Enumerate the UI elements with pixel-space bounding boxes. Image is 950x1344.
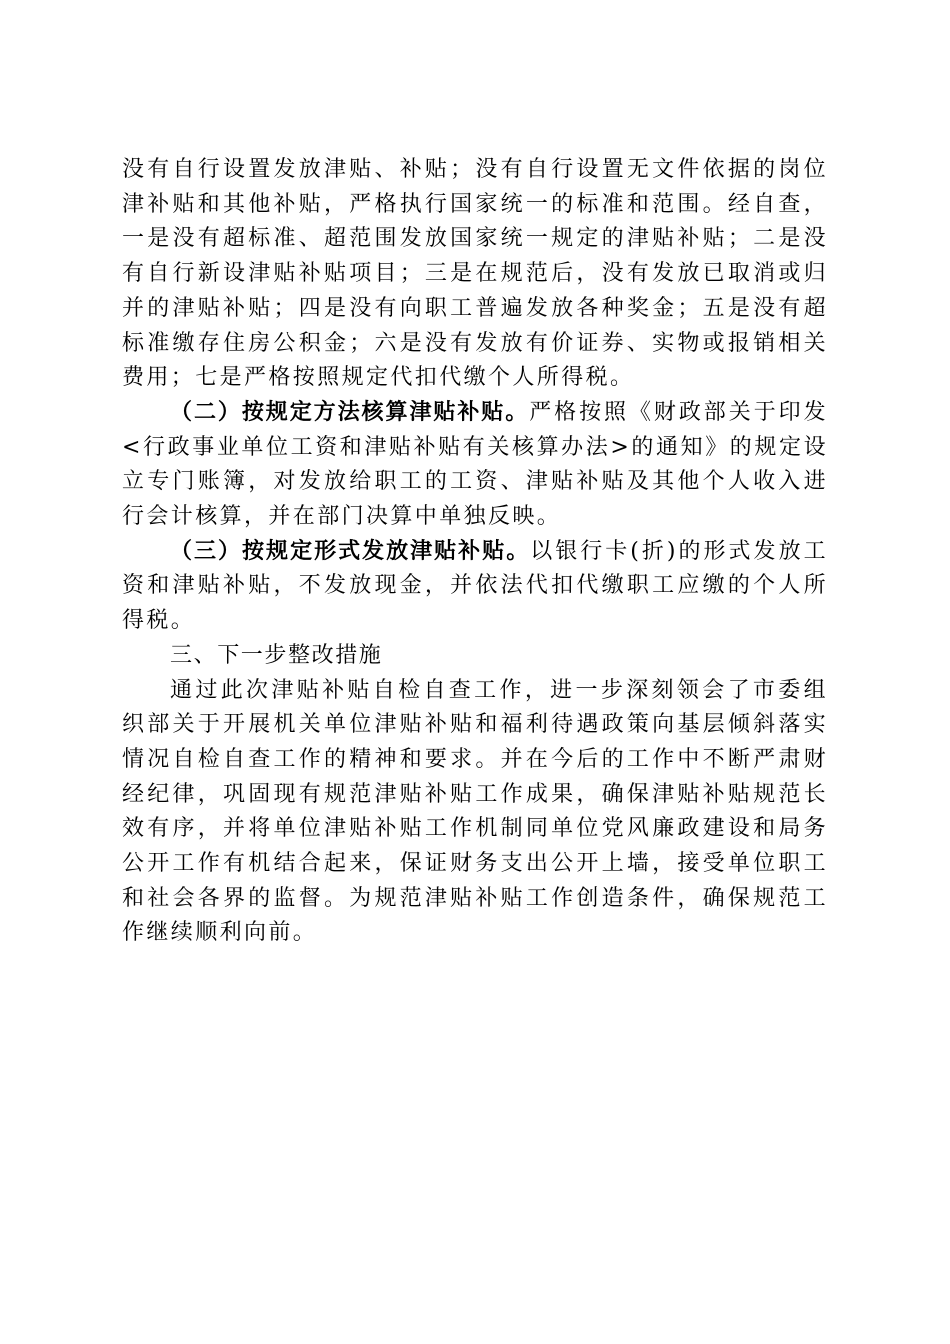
paragraph-body-text: 严格按照《财政部关于印发<行政事业单位工资和津贴补贴有关核算办法>的通知》的规定设立专门账簿，对发放给职工的工资、津贴补贴及其他个人收入进行会计核算，并在部门决算中单独反映。: [122, 399, 828, 530]
document-page: [122, 153, 828, 951]
paragraph-payment-form: [122, 535, 828, 639]
paragraph-lead-heading: （三）按规定形式发放津贴补贴。: [170, 538, 531, 564]
paragraph-accounting-method: [122, 396, 828, 535]
section-heading: 三、下一步整改措施: [170, 642, 383, 668]
paragraph-next-steps: 通过此次津贴补贴自检自查工作，进一步深刻领会了市委组织部关于开展机关单位津贴补贴和福利待遇政策向基层倾斜落实情况自检自查工作的精神和要求。并在今后的工作中不断严肃财经纪律，巩固现有规范津贴补贴工作成果，确保津贴补贴规范长效有序，并将单位津贴补贴工作机制同单位党风廉政建设和局务公开工作有机结合起来，保证财务支出公开上墙，接受单位职工和社会各界的监督。为规范津贴补贴工作创造条件，确保规范工作继续顺利向前。: [122, 677, 828, 946]
paragraph-lead-heading: （二）按规定方法核算津贴补贴。: [170, 399, 530, 425]
paragraph-compliance-list: 没有自行设置发放津贴、补贴；没有自行设置无文件依据的岗位津补贴和其他补贴，严格执行国家统一的标准和范围。经自查，一是没有超标准、超范围发放国家统一规定的津贴补贴；二是没有自行新设津贴补贴项目；三是在规范后，没有发放已取消或归并的津贴补贴；四是没有向职工普遍发放各种奖金；五是没有超标准缴存住房公积金；六是没有发放有价证券、实物或报销相关费用；七是严格按照规定代扣代缴个人所得税。: [122, 157, 828, 391]
paragraph-body-text: 以银行卡(折)的形式发放工资和津贴补贴，不发放现金，并依法代扣代缴职工应缴的个人所得税。: [122, 538, 828, 634]
